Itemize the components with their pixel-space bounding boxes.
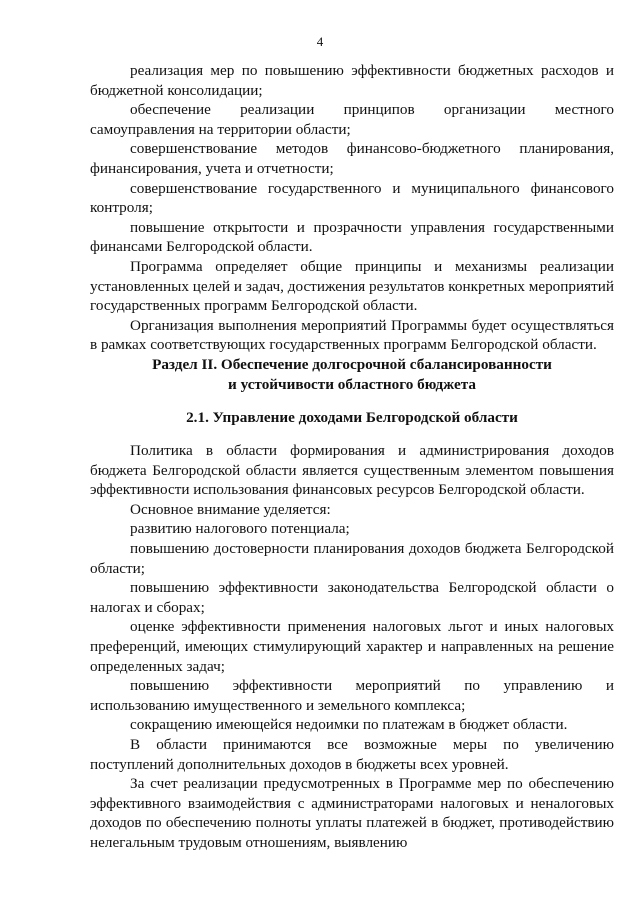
- paragraph: Основное внимание уделяется:: [130, 500, 331, 518]
- paragraph: Организация выполнения мероприятий Программы будет осуществляться в рамках соответствующих государственных программ Белгородской области.: [90, 316, 614, 354]
- section-text-block: [90, 441, 614, 852]
- paragraph: Политика в области формирования и администрирования доходов бюджета Белгородской области является существенным элементом повышения эффективности использования финансовых ресурсов Белгородской области.: [90, 442, 614, 499]
- section-heading-line: и устойчивости областного бюджета: [228, 375, 476, 393]
- paragraph: В области принимаются все возможные меры по увеличению поступлений дополнительных доходов в бюджеты всех уровней.: [90, 735, 614, 773]
- paragraph: обеспечение реализации принципов организации местного самоуправления на территории области;: [90, 101, 614, 138]
- paragraph: реализация мер по повышению эффективности бюджетных расходов и бюджетной консолидации;: [90, 62, 614, 99]
- paragraph: повышению эффективности мероприятий по управлению и использованию имущественного и земельного комплекса;: [90, 677, 614, 714]
- section-heading-line: Раздел II. Обеспечение долгосрочной сбалансированности: [152, 356, 552, 373]
- section-heading: [90, 355, 614, 394]
- subsection-heading: 2.1. Управление доходами Белгородской области: [186, 409, 518, 426]
- paragraph: сокращению имеющейся недоимки по платежам в бюджет области.: [130, 716, 568, 734]
- intro-text-block: [90, 61, 614, 355]
- page-number: 4: [316, 34, 324, 49]
- paragraph: Программа определяет общие принципы и механизмы реализации установленных целей и задач, достижения результатов конкретных мероприятий государственных программ Белгородской области.: [90, 257, 614, 315]
- paragraph: совершенствование методов финансово-бюджетного планирования, финансирования, учета и отчетности;: [90, 140, 614, 177]
- paragraph: совершенствование государственного и муниципального финансового контроля;: [90, 179, 614, 217]
- paragraph: повышение открытости и прозрачности управления государственными финансами Белгородской области.: [90, 218, 614, 256]
- paragraph: оценке эффективности применения налоговых льгот и иных налоговых преференций, имеющих стимулирующий характер и направленных на решение определенных задач;: [90, 618, 614, 675]
- paragraph: За счет реализации предусмотренных в Программе мер по обеспечению эффективного взаимодействия с администраторами налоговых и неналоговых доходов по обеспечению полноты уплаты платежей в бюджет, противодействию нелегальным трудовым отношениям, выявлению: [90, 775, 614, 851]
- paragraph: повышению достоверности планирования доходов бюджета Белгородской области;: [90, 539, 614, 577]
- paragraph: повышению эффективности законодательства Белгородской области о налогах и сборах;: [90, 579, 614, 616]
- paragraph: развитию налогового потенциала;: [130, 520, 350, 538]
